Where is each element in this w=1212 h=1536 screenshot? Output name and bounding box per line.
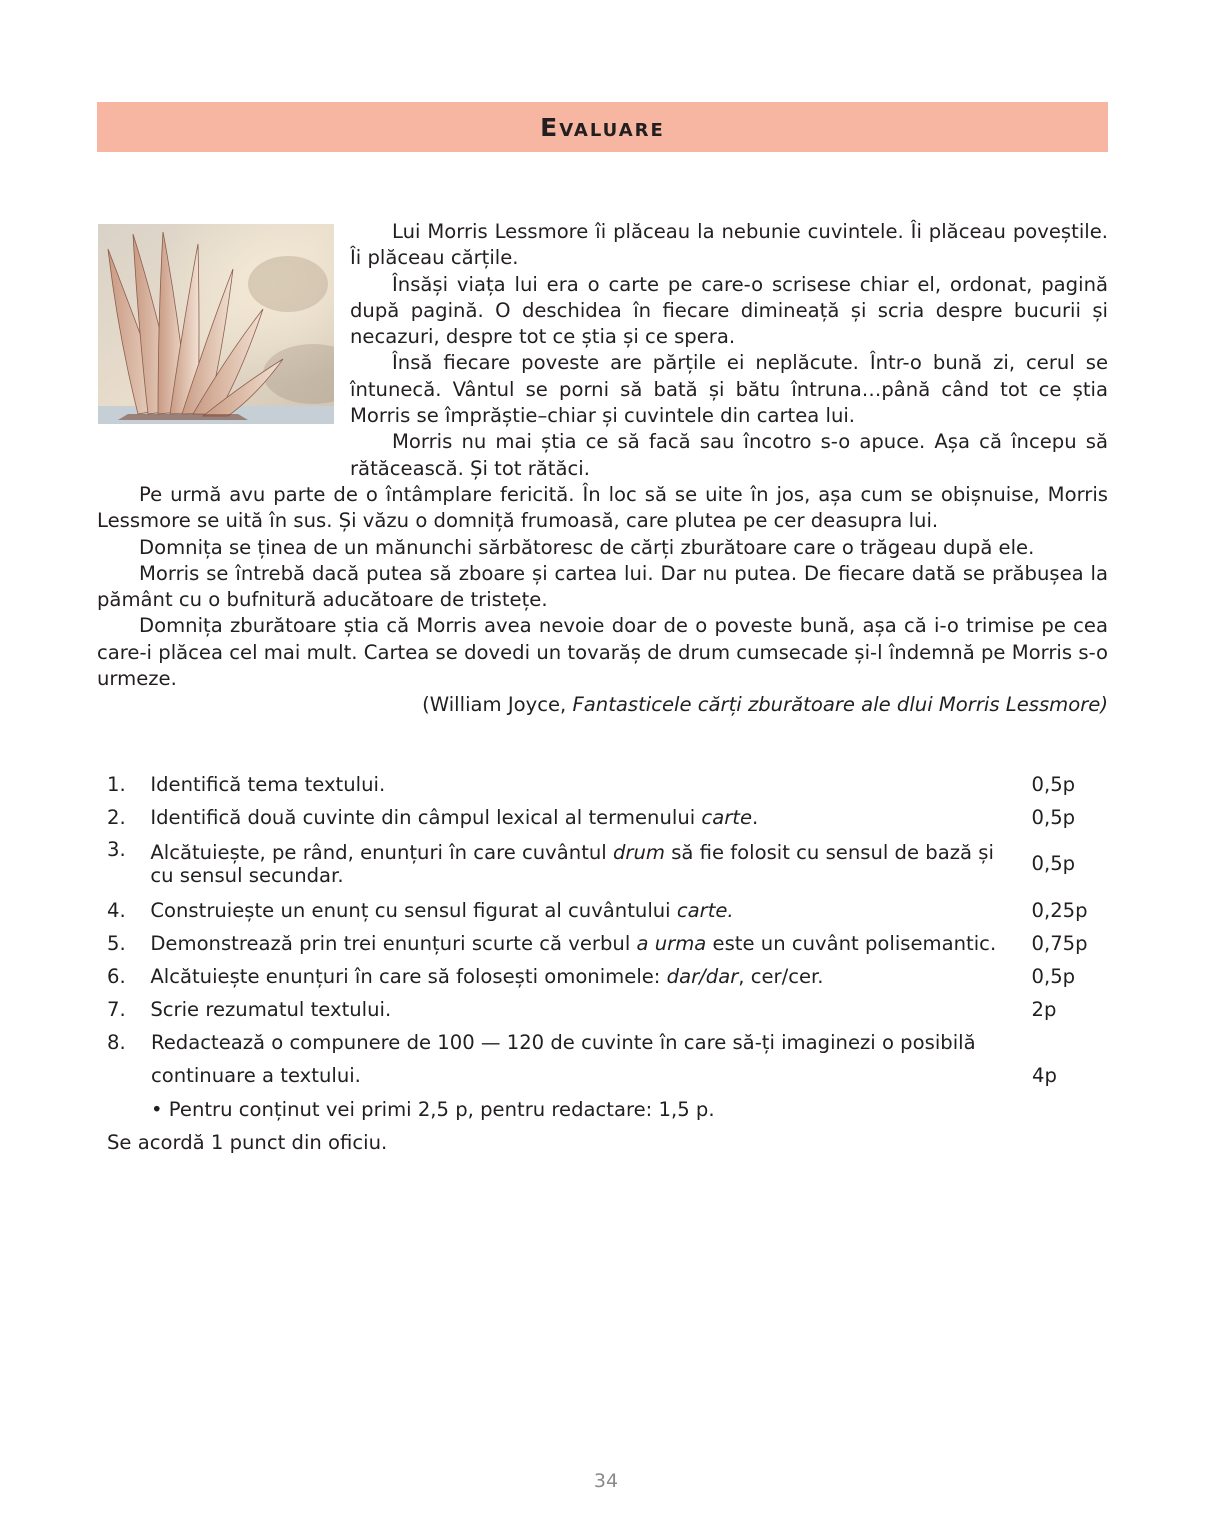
story-paragraph: Domnița se ținea de un mănunchi sărbătoresc de cărți zburătoare care o trăgeau după ele.	[139, 535, 1035, 559]
task-points: 2p	[1031, 997, 1057, 1021]
task-points: 0,5p	[1031, 772, 1076, 796]
task-number: 6.	[107, 964, 126, 988]
task-row	[97, 834, 1108, 894]
task-row	[97, 801, 1108, 834]
task-text: Construiește un enunț cu sensul figurat al cuvântului carte.	[150, 898, 734, 922]
story-paragraph: Morris nu mai știa ce să facă sau încotro s-o apuce. Așa că începu să rătăcească. Și tot rătăci.	[350, 430, 1108, 480]
task-row	[97, 768, 1108, 801]
task-text: Scrie rezumatul textului.	[150, 997, 392, 1021]
story-paragraph: Însăși viața lui era o carte pe care-o scrisese chiar el, ordonat, pagină după pagină. O deschidea în fiecare dimineață și scria despre bucurii și necazuri, despre tot ce știa și ce spera.	[350, 272, 1108, 349]
story-paragraph: Morris se întrebă dacă putea să zboare și cartea lui. Dar nu putea. De fiecare dată se prăbușea la pământ cu o bufnitură aducătoare de tristețe.	[97, 561, 1108, 612]
task-text: Redactează o compunere de 100 — 120 de cuvinte în care să-ți imaginezi o posibilă	[151, 1031, 976, 1054]
bonus-point-note: Se acordă 1 punct din oficiu.	[107, 1131, 388, 1154]
page-title: Evaluare	[540, 112, 665, 142]
section-banner	[97, 102, 1108, 152]
attribution-author: (William Joyce,	[422, 693, 573, 717]
attribution-title: Fantasticele cărți zburătoare ale dlui Morris Lessmore)	[572, 693, 1108, 717]
task-number: 7.	[107, 997, 126, 1021]
task-text: Alcătuiește, pe rând, enunțuri în care cuvântul drum să fie folosit cu sensul de bază și cu sensul secundar.	[150, 841, 994, 887]
task-number: 8.	[107, 1031, 126, 1054]
task-text: Identifică tema textului.	[150, 772, 386, 796]
task-text-continued: continuare a textului.	[151, 1064, 361, 1087]
attribution	[97, 692, 1108, 718]
task-number: 4.	[107, 898, 126, 922]
task-number: 2.	[107, 805, 126, 829]
task-points: 4p	[1032, 1064, 1057, 1087]
task-text: Identifică două cuvinte din câmpul lexical al termenului carte.	[150, 805, 759, 829]
story-paragraph: Domnița zburătoare știa că Morris avea nevoie doar de o poveste bună, așa că i-o trimise pe cea care-i plăcea cel mai mult. Cartea se dovedi un tovarăș de drum cumsecade și-l îndemnă pe Morris s-o urmeze.	[97, 614, 1108, 691]
task-row	[97, 894, 1108, 927]
task-points: 0,25p	[1031, 898, 1088, 922]
task-row	[97, 993, 1108, 1026]
task-text: Alcătuiește enunțuri în care să folosești omonimele: dar/dar, cer/cer.	[150, 964, 824, 988]
task-list	[97, 768, 1108, 1026]
task-points: 0,75p	[1031, 931, 1088, 955]
scoring-note: • Pentru conținut vei primi 2,5 p, pentru redactare: 1,5 p.	[151, 1098, 715, 1121]
task-text: Demonstrează prin trei enunțuri scurte că verbul a urma este un cuvânt polisemantic.	[150, 931, 997, 955]
story-text	[97, 219, 1108, 719]
task-number: 3.	[107, 838, 126, 861]
task-row	[97, 960, 1108, 993]
task-points: 0,5p	[1031, 805, 1076, 829]
page-number: 34	[593, 1470, 619, 1492]
story-paragraph: Pe urmă avu parte de o întâmplare fericită. În loc să se uite în jos, așa cum se obișnuise, Morris Lessmore se uită în sus. Și văzu o domniță frumoasă, care plutea pe cer deasupra lui.	[97, 482, 1108, 533]
task-number: 1.	[107, 772, 126, 796]
task-points: 0,5p	[1031, 964, 1076, 988]
task-points: 0,5p	[1031, 852, 1076, 875]
story-paragraph: Însă fiecare poveste are părțile ei neplăcute. Într-o bună zi, cerul se întunecă. Vântul se porni să bată și bătu întruna…până când tot ce știa Morris se împrăștie–chiar și cuvintele din cartea lui.	[350, 351, 1108, 428]
task-row	[97, 927, 1108, 960]
task-number: 5.	[107, 931, 126, 955]
story-paragraph: Lui Morris Lessmore îi plăceau la nebunie cuvintele. Îi plăceau poveștile. Îi plăceau cărțile.	[350, 220, 1108, 270]
